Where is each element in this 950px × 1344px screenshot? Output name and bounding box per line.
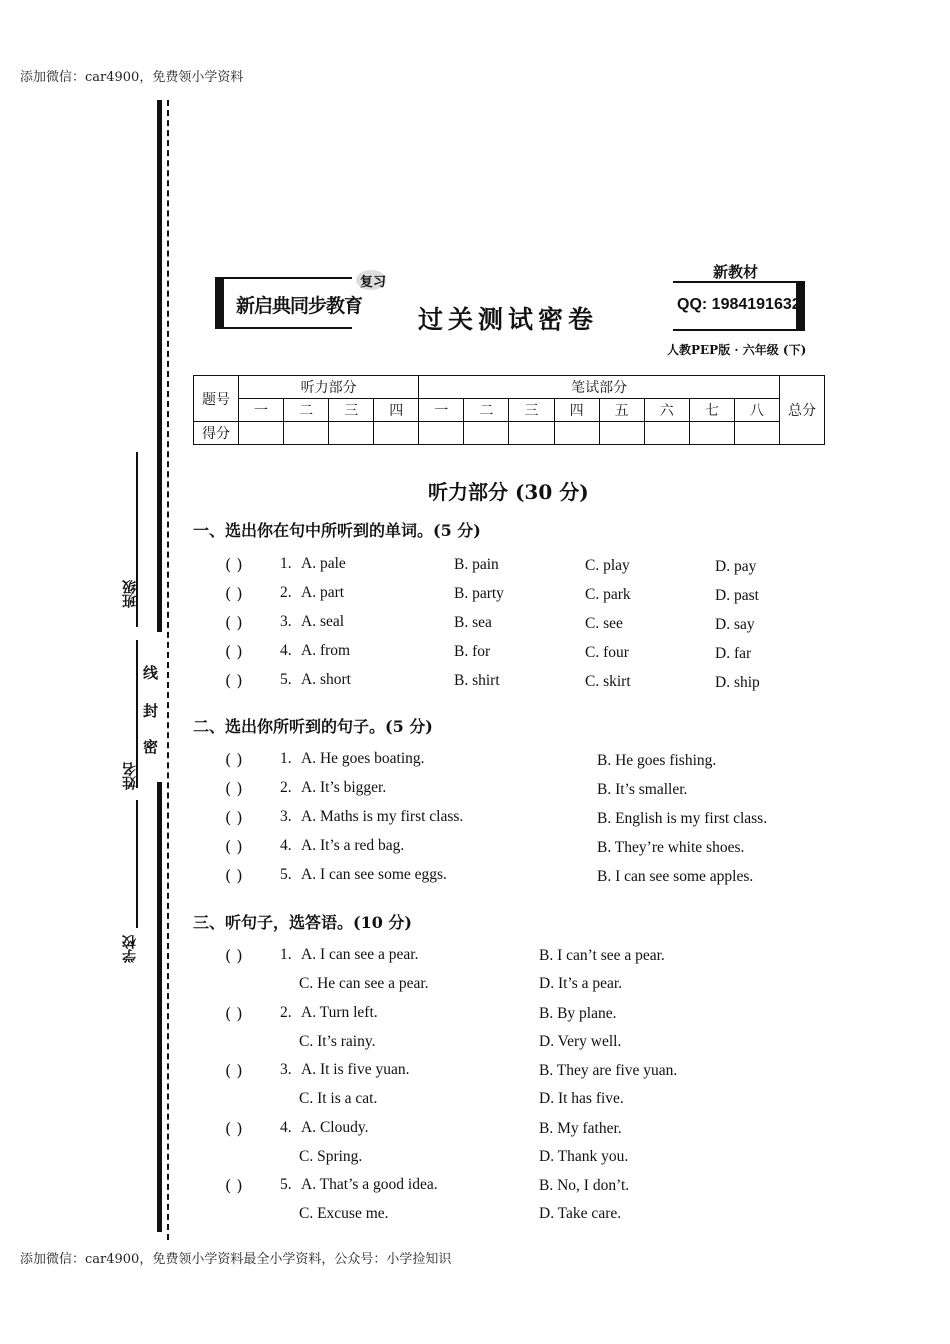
option-b[interactable]: B. They are five yuan.	[539, 1062, 678, 1079]
answer-blank[interactable]: ( )	[225, 584, 243, 603]
score-col-writing-7: 七	[689, 399, 734, 422]
binding-thick-line-top	[157, 100, 162, 632]
option-b[interactable]: B. It’s smaller.	[597, 781, 688, 798]
question-number: 3.	[280, 1061, 292, 1078]
page-title: 过关测试密卷	[418, 305, 599, 334]
score-table-total: 总分	[780, 376, 825, 445]
option-c[interactable]: C. He can see a pear.	[299, 975, 429, 992]
question-number: 4.	[280, 837, 292, 854]
q1-title: 一、选出你在句中所听到的单词。(5 分)	[193, 521, 481, 540]
answer-blank[interactable]: ( )	[225, 671, 243, 690]
option-a[interactable]: A. It’s a red bag.	[301, 837, 405, 854]
answer-blank[interactable]: ( )	[225, 779, 243, 798]
new-material-label: 新教材	[713, 263, 759, 281]
option-a[interactable]: A. He goes boating.	[301, 750, 425, 767]
question-number: 1.	[280, 946, 292, 963]
score-cell[interactable]	[689, 422, 734, 445]
binding-dashed-line	[167, 100, 169, 1240]
option-a[interactable]: A. Maths is my first class.	[301, 808, 464, 825]
option-a[interactable]: A. It’s bigger.	[301, 779, 387, 796]
option-a[interactable]: A. It is five yuan.	[301, 1061, 410, 1078]
seal-char-secret: 密	[143, 738, 159, 756]
answer-blank[interactable]: ( )	[225, 1118, 243, 1138]
question-number: 5.	[280, 866, 292, 883]
score-cell[interactable]	[509, 422, 554, 445]
option-c[interactable]: C. park	[585, 586, 631, 603]
score-col-writing-2: 二	[464, 399, 509, 422]
option-a[interactable]: A. seal	[301, 613, 345, 630]
option-d[interactable]: D. pay	[715, 558, 757, 575]
option-b[interactable]: B. They’re white shoes.	[597, 839, 745, 856]
answer-blank[interactable]: ( )	[225, 555, 243, 574]
school-label: 学校	[122, 935, 138, 963]
score-cell[interactable]	[419, 422, 464, 445]
question-number: 2.	[280, 1003, 292, 1021]
brand-name: 新启典同步教育	[236, 295, 363, 317]
option-a[interactable]: A. Turn left.	[301, 1003, 378, 1021]
question-number: 3.	[280, 808, 292, 825]
edition: 人教PEP版 · 六年级 (下)	[667, 343, 807, 357]
option-b[interactable]: B. party	[454, 585, 504, 602]
q2-title: 二、选出你所听到的句子。(5 分)	[193, 717, 433, 736]
binding-thick-line-bottom	[157, 782, 162, 1232]
option-a[interactable]: A. I can see a pear.	[301, 946, 419, 963]
question-number: 2.	[280, 779, 292, 796]
question-number: 2.	[280, 584, 292, 601]
score-cell[interactable]	[374, 422, 419, 445]
score-cell[interactable]	[734, 422, 779, 445]
option-b[interactable]: B. I can see some apples.	[597, 868, 754, 885]
option-b[interactable]: B. English is my first class.	[597, 810, 768, 827]
answer-blank[interactable]: ( )	[225, 837, 243, 856]
option-c[interactable]: C. four	[585, 644, 629, 661]
answer-blank[interactable]: ( )	[225, 613, 243, 632]
score-col-writing-6: 六	[644, 399, 689, 422]
option-a[interactable]: A. That’s a good idea.	[301, 1176, 438, 1193]
option-d[interactable]: D. past	[715, 587, 759, 604]
option-d[interactable]: D. far	[715, 645, 752, 662]
score-cell[interactable]	[554, 422, 599, 445]
watermark-top: 添加微信：car4900，免费领小学资料	[20, 70, 244, 85]
score-col-writing-3: 三	[509, 399, 554, 422]
answer-blank[interactable]: ( )	[225, 750, 243, 769]
question-number: 4.	[280, 642, 292, 659]
question-number: 4.	[280, 1118, 292, 1136]
score-cell[interactable]	[599, 422, 644, 445]
class-label: 班级	[122, 580, 138, 608]
option-b[interactable]: B. sea	[454, 614, 492, 631]
score-cell[interactable]	[284, 422, 329, 445]
option-a[interactable]: A. short	[301, 671, 351, 688]
question-number: 1.	[280, 555, 292, 572]
score-table-writing-group: 笔试部分	[419, 376, 780, 399]
score-table-score-label: 得分	[194, 422, 239, 445]
score-table	[193, 375, 825, 445]
option-b[interactable]: B. shirt	[454, 672, 500, 689]
option-d[interactable]: D. It has five.	[539, 1090, 624, 1107]
option-a[interactable]: A. Cloudy.	[301, 1118, 369, 1136]
answer-blank[interactable]: ( )	[225, 808, 243, 827]
question-number: 3.	[280, 613, 292, 630]
score-cell[interactable]	[329, 422, 374, 445]
option-d[interactable]: D. say	[715, 616, 755, 633]
school-field-line	[136, 800, 138, 928]
option-d[interactable]: D. ship	[715, 674, 760, 691]
option-c[interactable]: C. Excuse me.	[299, 1205, 389, 1222]
answer-blank[interactable]: ( )	[225, 1061, 243, 1080]
score-cell[interactable]	[464, 422, 509, 445]
option-b[interactable]: B. No, I don’t.	[539, 1177, 630, 1194]
score-col-listening-4: 四	[374, 399, 419, 422]
score-col-listening-2: 二	[284, 399, 329, 422]
q3-title: 三、听句子，选答语。(10 分)	[193, 913, 412, 932]
option-c[interactable]: C. Spring.	[299, 1147, 363, 1165]
option-c[interactable]: C. It is a cat.	[299, 1090, 378, 1107]
option-c[interactable]: C. play	[585, 557, 630, 574]
option-a[interactable]: A. I can see some eggs.	[301, 866, 447, 883]
answer-blank[interactable]: ( )	[225, 946, 243, 965]
option-a[interactable]: A. pale	[301, 555, 346, 572]
qq-number: QQ: 1984191632	[677, 296, 801, 313]
option-d[interactable]: D. Very well.	[539, 1032, 622, 1050]
answer-blank[interactable]: ( )	[225, 1176, 243, 1195]
score-cell[interactable]	[644, 422, 689, 445]
option-c[interactable]: C. It’s rainy.	[299, 1032, 376, 1050]
score-col-writing-8: 八	[734, 399, 779, 422]
option-b[interactable]: B. pain	[454, 556, 499, 573]
option-c[interactable]: C. see	[585, 615, 623, 632]
score-col-listening-1: 一	[239, 399, 284, 422]
option-d[interactable]: D. Thank you.	[539, 1147, 629, 1165]
option-d[interactable]: D. It’s a pear.	[539, 975, 623, 992]
question-number: 5.	[280, 671, 292, 688]
option-a[interactable]: A. from	[301, 642, 351, 659]
question-number: 5.	[280, 1176, 292, 1193]
watermark-bottom: 添加微信：car4900，免费领小学资料最全小学资料，公众号：小学捡知识	[20, 1252, 452, 1267]
score-col-writing-1: 一	[419, 399, 464, 422]
score-table-number-label: 题号	[194, 376, 239, 422]
option-b[interactable]: B. By plane.	[539, 1004, 617, 1022]
option-a[interactable]: A. part	[301, 584, 345, 601]
badge-label: 复习	[360, 275, 387, 290]
seal-char-line: 线	[143, 664, 159, 682]
seal-char-seal: 封	[143, 702, 159, 720]
score-cell[interactable]	[239, 422, 284, 445]
option-b[interactable]: B. My father.	[539, 1119, 622, 1137]
option-b[interactable]: B. for	[454, 643, 491, 660]
score-col-writing-4: 四	[554, 399, 599, 422]
question-number: 1.	[280, 750, 292, 767]
answer-blank[interactable]: ( )	[225, 866, 243, 885]
option-c[interactable]: C. skirt	[585, 673, 631, 690]
option-b[interactable]: B. I can’t see a pear.	[539, 947, 665, 964]
section-title: 听力部分 (30 分)	[428, 480, 589, 504]
score-table-listening-group: 听力部分	[239, 376, 419, 399]
score-col-writing-5: 五	[599, 399, 644, 422]
name-label: 姓名	[122, 762, 138, 790]
option-d[interactable]: D. Take care.	[539, 1205, 622, 1222]
answer-blank[interactable]: ( )	[225, 642, 243, 661]
score-col-listening-3: 三	[329, 399, 374, 422]
option-b[interactable]: B. He goes fishing.	[597, 752, 717, 769]
answer-blank[interactable]: ( )	[225, 1003, 243, 1023]
